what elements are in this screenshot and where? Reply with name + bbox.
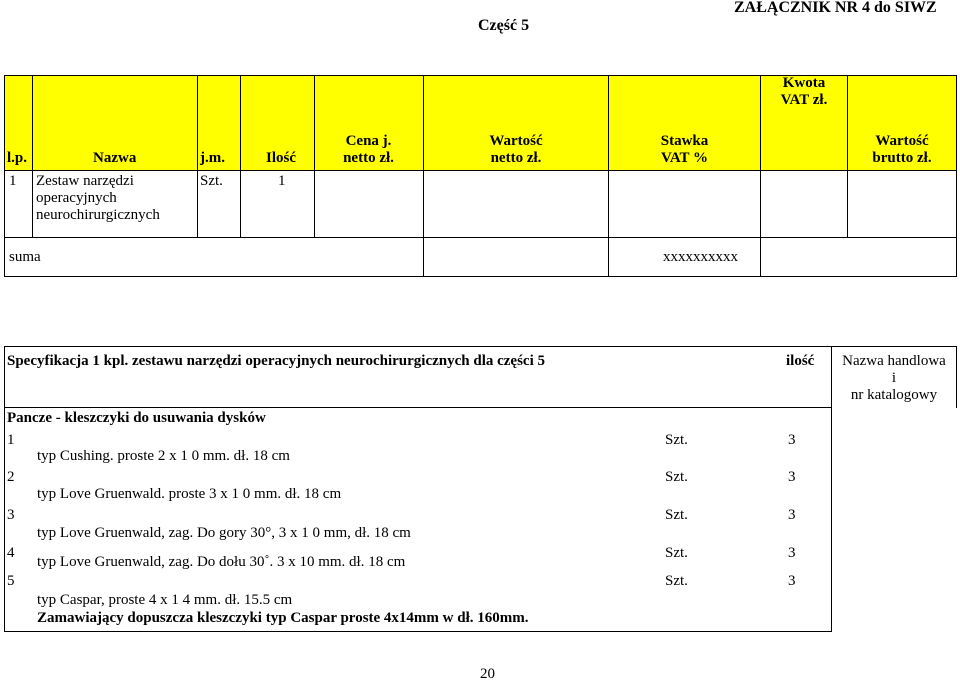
item-qty: 3 — [788, 573, 796, 589]
page-number: 20 — [480, 666, 495, 682]
col-header-vat-rate: Stawka VAT % — [660, 133, 709, 166]
col-header-vat-amount: Kwota VAT zł. — [780, 75, 828, 108]
item-qty: 3 — [788, 545, 796, 561]
item-number: 1 — [7, 432, 15, 448]
item-number: 4 — [7, 545, 15, 561]
item-unit: Szt. — [665, 432, 688, 448]
spec-note: Zamawiający dopuszcza kleszczyki typ Caspar proste 4x14mm w dł. 160mm. — [37, 610, 529, 626]
col-header-unit: j.m. — [200, 150, 225, 166]
item-qty: 3 — [788, 469, 796, 485]
item-unit: Szt. — [665, 507, 688, 523]
item-description: typ Love Gruenwald. proste 3 x 1 0 mm. dł. 18 cm — [37, 486, 342, 502]
item-description: typ Love Gruenwald, zag. Do gory 30°, 3 x 1 0 mm, dł. 18 cm — [37, 525, 411, 541]
col-header-gross-value: Wartość brutto zł. — [872, 133, 932, 166]
spec-col-trade-name: Nazwa handlowa i nr katalogowy — [842, 353, 946, 403]
item-description: typ Cushing. proste 2 x 1 0 mm. dł. 18 cm — [37, 448, 290, 464]
col-header-net-value: Wartość netto zł. — [489, 133, 543, 166]
item-description: typ Love Gruenwald, zag. Do dołu 30˚. 3 x 10 mm. dł. 18 cm — [37, 554, 406, 570]
row-unit: Szt. — [200, 173, 223, 189]
item-unit: Szt. — [665, 545, 688, 561]
spec-group-title: Pancze - kleszczyki do usuwania dysków — [7, 410, 266, 426]
appendix-label: ZAŁĄCZNIK NR 4 do SIWZ — [734, 0, 937, 16]
row-lp: 1 — [9, 173, 17, 189]
row-qty: 1 — [278, 173, 286, 189]
item-unit: Szt. — [665, 469, 688, 485]
item-number: 2 — [7, 469, 15, 485]
col-header-qty: Ilość — [266, 150, 296, 166]
col-header-unit-price: Cena j. netto zł. — [343, 133, 394, 166]
item-unit: Szt. — [665, 573, 688, 589]
spec-title: Specyfikacja 1 kpl. zestawu narzędzi operacyjnych neurochirurgicznych dla części 5 — [7, 353, 545, 369]
col-header-name: Nazwa — [93, 150, 137, 166]
sum-placeholder: xxxxxxxxxx — [663, 249, 738, 265]
row-name: Zestaw narzędzi operacyjnych neurochirurgicznych — [36, 173, 160, 223]
spec-col-qty: ilość — [786, 353, 815, 369]
part-title: Część 5 — [478, 17, 530, 34]
item-qty: 3 — [788, 507, 796, 523]
sum-label: suma — [9, 249, 41, 265]
item-number: 3 — [7, 507, 15, 523]
item-number: 5 — [7, 573, 15, 589]
item-qty: 3 — [788, 432, 796, 448]
item-description: typ Caspar, proste 4 x 1 4 mm. dł. 15.5 cm — [37, 592, 293, 608]
col-header-lp: l.p. — [7, 150, 28, 166]
